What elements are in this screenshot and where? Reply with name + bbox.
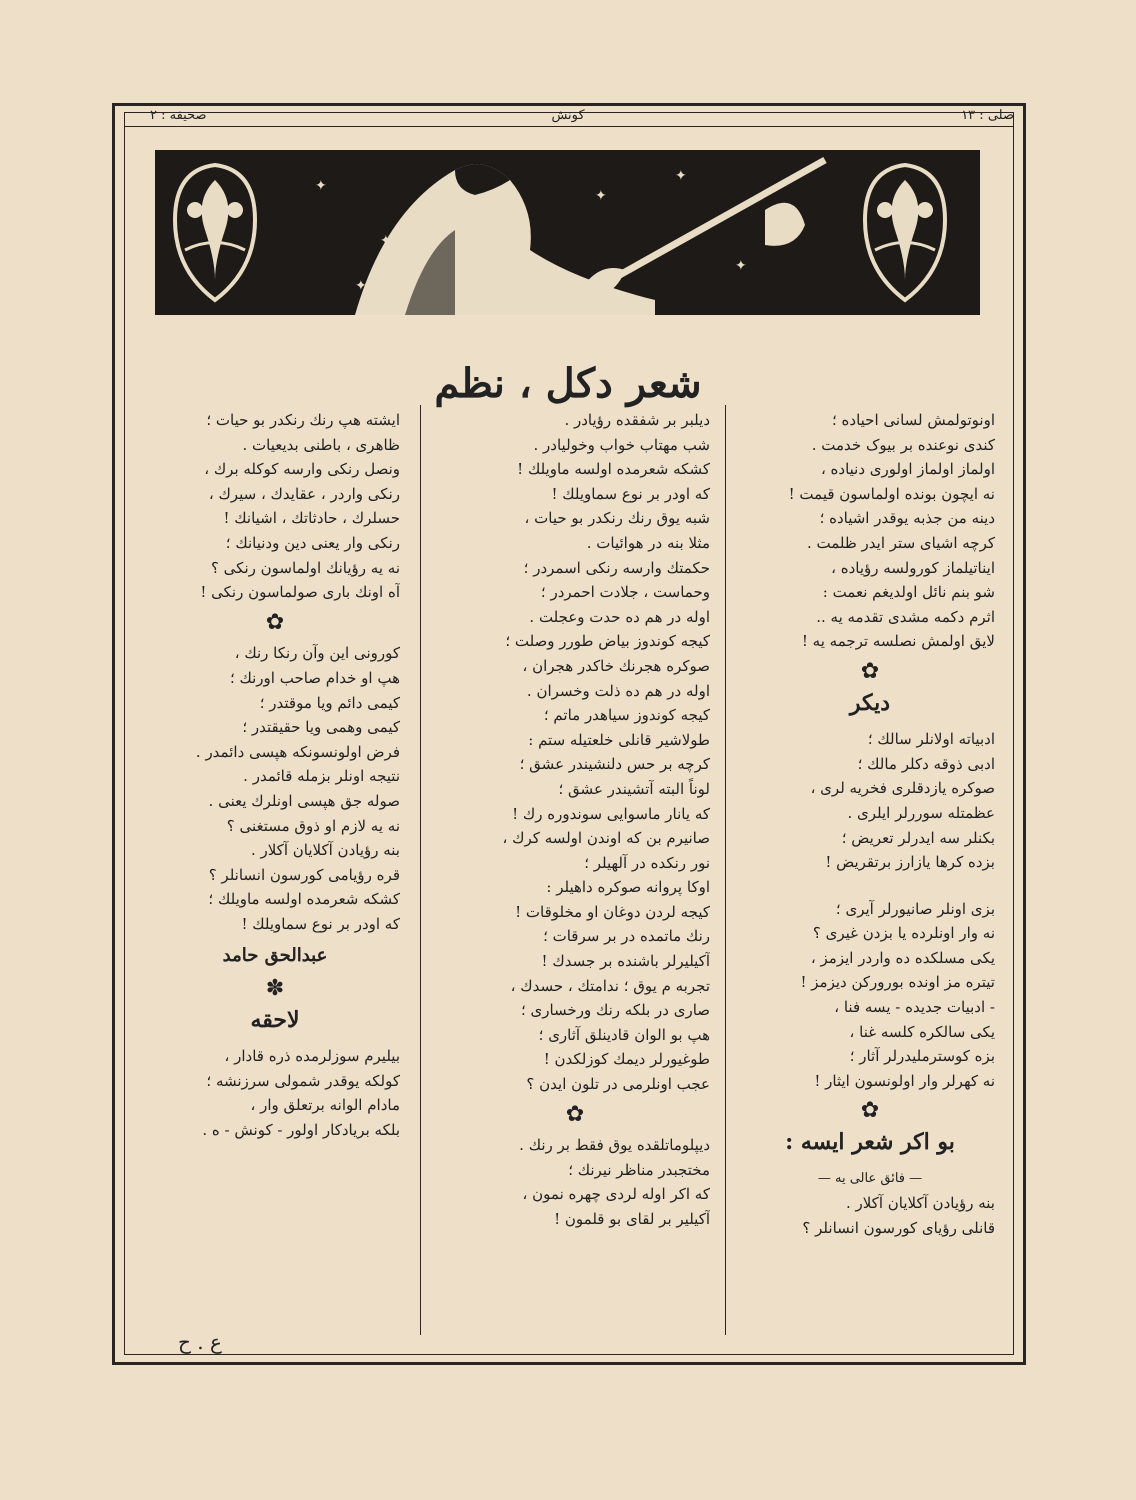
poem-line: دیلبر بر شفقده رؤیادر . xyxy=(564,411,710,429)
section-heading: دیکر xyxy=(849,689,891,716)
poem-line: کشکه شعرمده اولسه ماویلك ! xyxy=(517,460,710,479)
svg-text:✦: ✦ xyxy=(315,178,327,194)
poem-line: کورونی این وآن رنکا رنك ، xyxy=(234,644,400,663)
stanza xyxy=(440,408,710,1097)
poem-line: طوغیورلر دیمك کوزلکدن ! xyxy=(543,1050,710,1069)
stanza xyxy=(745,727,995,875)
poem-line: صوکره هجرنك خاکدر هجران ، xyxy=(522,656,710,675)
stanza xyxy=(150,408,400,605)
column-divider xyxy=(420,405,421,1335)
poem-line: - ادبیات جدیده - یسه فنا ، xyxy=(834,998,995,1017)
poem-line: بزه کوسترملیدرلر آثار ؛ xyxy=(849,1047,995,1066)
poem-line: مثلا بنه در هوائیات . xyxy=(586,533,710,552)
decorative-banner-image xyxy=(155,150,980,315)
poem-line: نه یه لازم او ذوق مستغنی ؟ xyxy=(226,816,400,835)
stanza xyxy=(440,1133,710,1231)
poem-line: بزده کرها یازارز برتقریض ! xyxy=(825,853,995,872)
stanza xyxy=(745,1191,995,1240)
stanza xyxy=(150,1044,400,1142)
section-heading: لاحقه xyxy=(250,1006,300,1033)
poem-line: شو بنم نائل اولدیغم نعمت : xyxy=(822,583,995,602)
header-journal-name: کونش xyxy=(551,108,585,123)
poem-line: ونصل رنکی وارسه کوکله برك ، xyxy=(204,460,400,479)
poem-line: نه وار اونلرده یا بزدن غیری ؟ xyxy=(812,924,995,943)
poem-line: آکیلیر بر لقای بو قلمون ! xyxy=(554,1210,710,1228)
poem-line: شبه یوق رنك رنكدر بو حیات ، xyxy=(524,509,710,528)
poem-line: بیلیرم سوزلرمده ذره قادار ، xyxy=(224,1047,400,1066)
poem-line: قانلی رؤیای کورسون انسانلر ؟ xyxy=(802,1218,995,1237)
page-code: ع . ح xyxy=(178,1330,222,1354)
poem-line: که یانار ماسوایی سوندوره رك ! xyxy=(512,804,710,823)
poem-line: دیپلوماتلقده یوق فقط بر رنك . xyxy=(519,1136,710,1155)
poem-line: اونوتولمش لسانی احیاده ؛ xyxy=(832,411,995,429)
poem-line: ظاهری ، باطنی بدیعیات . xyxy=(242,435,400,454)
poem-line: شب مهتاب خواب وخولیادر . xyxy=(533,435,710,454)
ornament-icon: ✿ xyxy=(860,658,880,684)
poem-line: لوناً البته آتشیندر عشق ؛ xyxy=(558,779,710,798)
poem-line: رنکی وار یعنی دین ودنیانك ؛ xyxy=(225,533,400,552)
poem-line: یکی سالکره کلسه غنا ، xyxy=(849,1022,995,1041)
ornament-icon: ✿ xyxy=(265,609,285,635)
author-signature: عبدالحق حامد xyxy=(222,945,328,967)
svg-text:✦: ✦ xyxy=(735,258,747,274)
column-right xyxy=(745,408,995,1240)
svg-text:✦: ✦ xyxy=(355,278,367,294)
poem-line: مختجبدر مناظر نیرنك ؛ xyxy=(568,1160,710,1179)
poem-line: اولماز اولماز اولوری دنیاده ، xyxy=(820,460,995,479)
stanza xyxy=(150,641,400,936)
poem-line: صانیرم بن که اوندن اولسه کرك ، xyxy=(502,829,710,848)
svg-text:✦: ✦ xyxy=(380,233,392,249)
poem-line: ایناتیلماز کورولسه رؤیاده ، xyxy=(831,558,995,577)
poem-line: نور رنکده در آلهیلر ؛ xyxy=(584,853,710,872)
poem-line: حسلرك ، حادثاتك ، اشیانك ! xyxy=(223,509,400,528)
section-heading: بو اکر شعر ایسه : xyxy=(785,1129,955,1156)
poem-line: ادبی ذوقه دکلر مالك ؛ xyxy=(857,754,995,773)
poem-line: آه اونك باری صولماسون رنکی ! xyxy=(200,583,400,602)
poem-line: اوله در هم ده ذلت وخسران . xyxy=(526,681,710,700)
poem-line: کیجه کوندوز بیاض طورر وصلت ؛ xyxy=(505,632,710,651)
poem-line: دینه من جذبه یوقدر اشیاده ؛ xyxy=(819,509,995,528)
header-issue: صلی : ۱۳ xyxy=(961,108,1014,123)
poem-line: هپ بو الوان قادینلق آثاری ؛ xyxy=(538,1025,710,1044)
poem-line: نه ایچون بونده اولماسون قیمت ! xyxy=(788,484,995,503)
poem-line: که اکر اوله لردی چهره نمون ، xyxy=(522,1185,710,1204)
poem-line: ایشته هپ رنك رنكدر بو حیات ؛ xyxy=(206,411,400,429)
header-rule xyxy=(124,126,1014,127)
column-middle xyxy=(440,408,710,1232)
header-page: صحیفه : ۲ xyxy=(150,108,207,123)
poem-line: نتیجه اونلر بزمله قائمدر . xyxy=(243,767,400,786)
poem-line: تجربه م یوق ؛ ندامتك ، حسدك ، xyxy=(510,976,710,995)
poem-line: مادام الوانه برتعلق وار ، xyxy=(250,1096,400,1115)
stanza xyxy=(745,897,995,1094)
poem-line: اوکا پروانه صوکره داهیلر : xyxy=(546,878,710,897)
poem-line: بلکه بریادکار اولور - کونش - ه . xyxy=(202,1121,400,1140)
poem-title: شعر دکل ، نظم xyxy=(434,360,702,407)
poem-line: کرچه اشیای ستر ایدر ظلمت . xyxy=(806,533,995,552)
poem-line: کیمی دائم ویا موقتدر ؛ xyxy=(259,693,400,712)
poem-line: وحماست ، جلادت احمردر ؛ xyxy=(540,583,710,602)
poem-line: فرض اولونسونکه هپسی دائمدر . xyxy=(195,742,400,761)
poem-line: بنه رؤیادن آکلایان آکلار . xyxy=(845,1194,995,1213)
column-left xyxy=(150,408,400,1143)
poem-line: آکیلیرلر باشنده بر جسدك ! xyxy=(541,952,710,971)
poem-line: نه کهرلر وار اولونسون ایثار ! xyxy=(814,1071,995,1090)
poem-line: بزی اونلر صانیورلر آیری ؛ xyxy=(835,899,995,918)
ornament-icon: ✿ xyxy=(860,1098,880,1124)
poem-line: لایق اولمش نصلسه ترجمه یه ! xyxy=(801,632,995,651)
poem-line: کیجه کوندوز سیاهدر ماتم ؛ xyxy=(543,706,710,725)
poem-line: ادبیاته اولانلر سالك ؛ xyxy=(867,730,995,749)
poem-line: رنکی واردر ، عقایدك ، سیرك ، xyxy=(208,484,400,503)
poem-line: صوله جق هپسی اونلرك یعنی . xyxy=(208,791,400,810)
svg-text:✦: ✦ xyxy=(675,168,687,184)
column-divider xyxy=(725,405,726,1335)
poem-line: طولاشیر قانلی خلعتیله ستم : xyxy=(528,730,710,749)
poem-line: عجب اونلرمی در تلون ایدن ؟ xyxy=(526,1075,710,1094)
ornament-icon: ✿ xyxy=(565,1101,585,1127)
poem-line: قره رؤیامی کورسون انسانلر ؟ xyxy=(208,865,400,884)
poem-line: صوکره یازدقلری فخریه لری ، xyxy=(810,779,995,798)
poem-line: کیمی وهمی ویا حقیقتدر ؛ xyxy=(242,718,400,737)
poem-line: تیتره مز اونده بورورکن دیزمز ! xyxy=(800,973,995,992)
poem-line: کندی نوعنده بر بیوک خدمت . xyxy=(811,435,995,454)
poem-line: کرچه بر حس دلنشیندر عشق ؛ xyxy=(519,755,710,774)
poem-line: اوله در هم ده حدت وعجلت . xyxy=(529,607,710,626)
poem-line: نه یه رؤیانك اولماسون رنکی ؟ xyxy=(210,558,400,577)
poem-line: هپ او خدام صاحب اورنك ؛ xyxy=(229,668,400,687)
poem-line: حکمتك وارسه رنکی اسمردر ؛ xyxy=(523,558,710,577)
poem-line: کیجه لردن دوغان او مخلوقات ! xyxy=(515,902,710,921)
poem-line: که اودر بر نوع سماویلك ! xyxy=(551,484,710,503)
star-icon: ✽ xyxy=(265,976,285,1002)
svg-text:✦: ✦ xyxy=(595,188,607,204)
poem-line: کشکه شعرمده اولسه ماویلك ؛ xyxy=(208,890,400,909)
poem-line: عظمتله سوررلر ایلری . xyxy=(847,803,995,822)
poem-line: بنه رؤیادن آکلایان آکلار . xyxy=(250,841,400,860)
poem-line: صاری در بلکه رنك ورخساری ؛ xyxy=(520,1001,710,1020)
poem-line: که اودر بر نوع سماویلك ! xyxy=(241,914,400,933)
dedication: — فائق عالی یه — xyxy=(817,1170,923,1186)
poem-line: رنك ماتمده در بر سرقات ؛ xyxy=(543,927,710,946)
poem-line: کولکه یوقدر شمولی سرزنشه ؛ xyxy=(206,1071,400,1090)
poem-line: یکی مسلکده ده واردر ایزمز ، xyxy=(810,948,995,967)
poem-line: بکنلر سه ایدرلر تعریض ؛ xyxy=(841,828,995,847)
poem-line: اثرم دکمه مشدی تقدمه یه .. xyxy=(816,607,995,626)
stanza xyxy=(745,408,995,654)
